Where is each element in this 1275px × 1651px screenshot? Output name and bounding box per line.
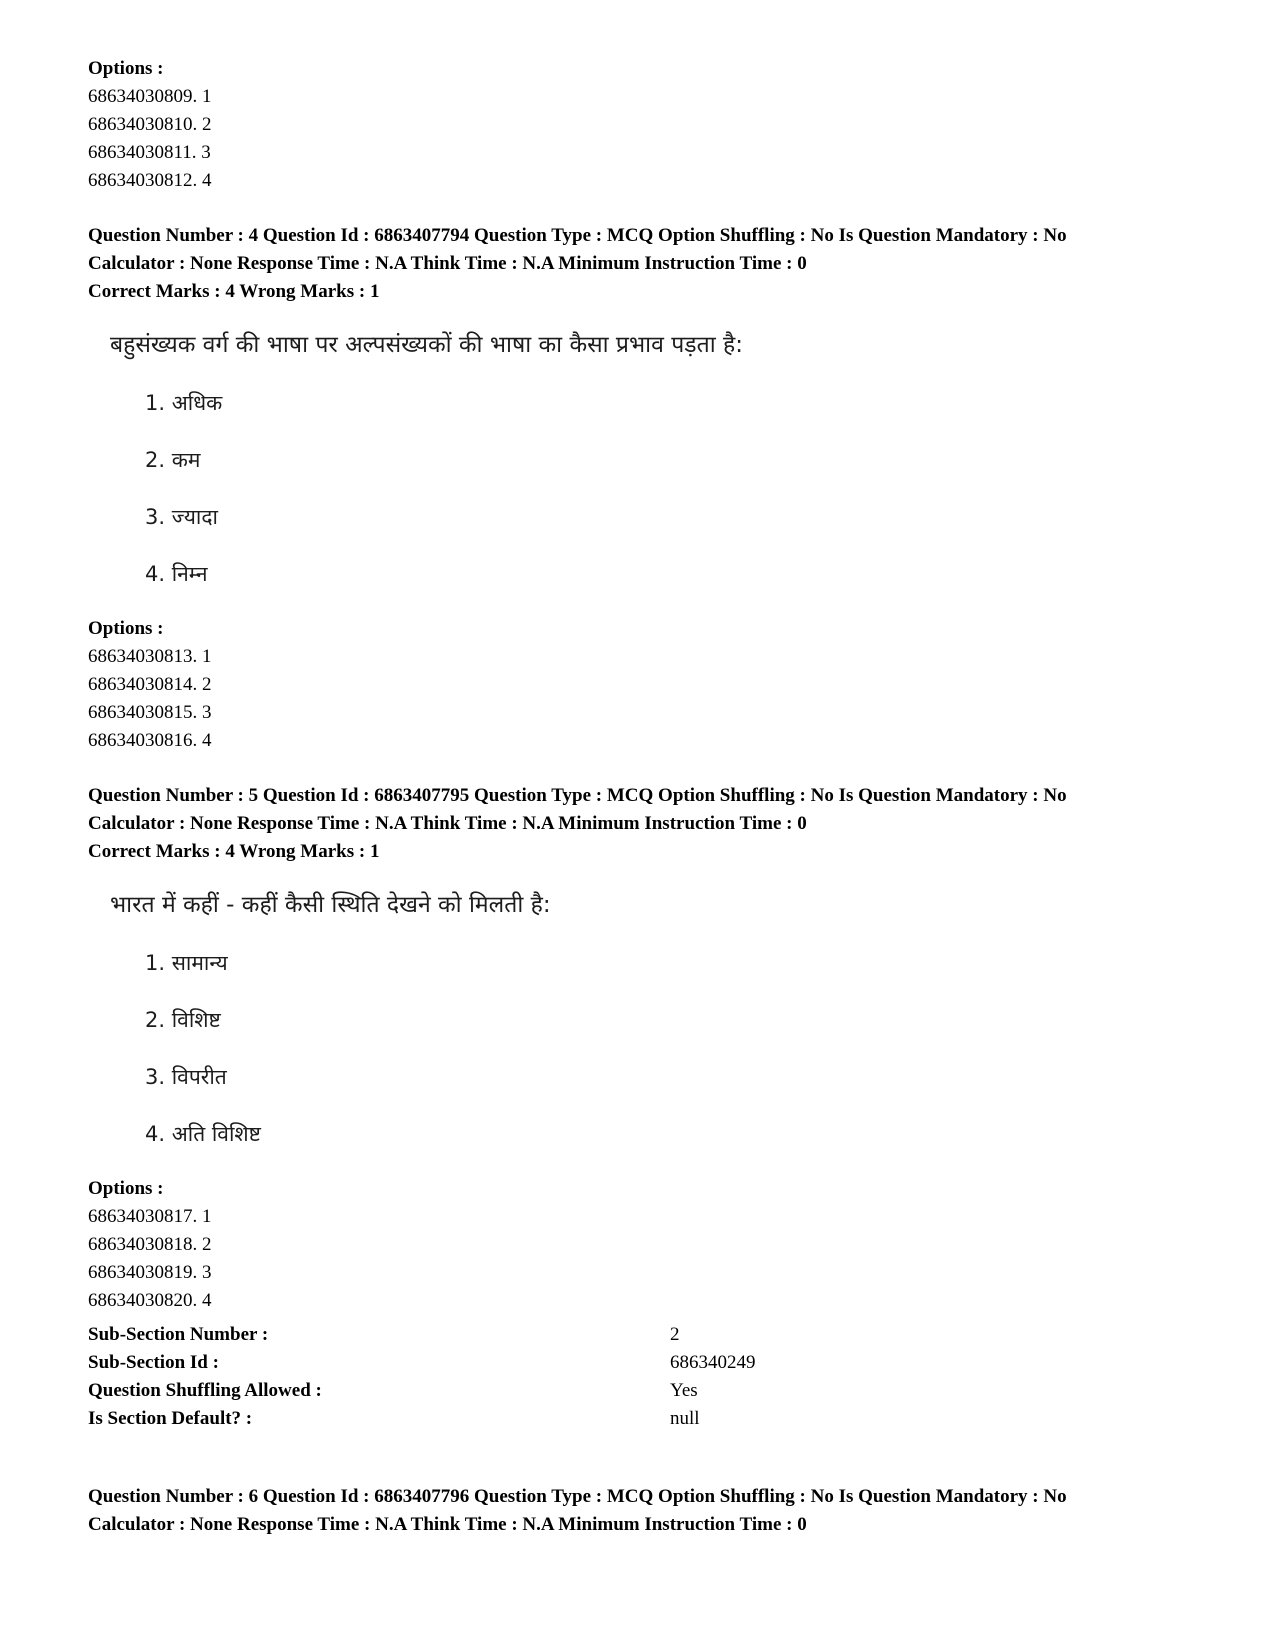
options-heading: Options : (88, 618, 164, 639)
question-marks-line: Correct Marks : 4 Wrong Marks : 1 (88, 281, 380, 302)
option-id-line: 68634030810. 2 (88, 114, 212, 135)
option-id-line: 68634030813. 1 (88, 646, 212, 667)
choice-item: 1. सामान्य (145, 951, 228, 975)
option-id-line: 68634030817. 1 (88, 1206, 212, 1227)
option-id-line: 68634030815. 3 (88, 702, 212, 723)
option-id-line: 68634030818. 2 (88, 1234, 212, 1255)
subsection-row (88, 1349, 1185, 1377)
choice-item: 4. अति विशिष्ट (145, 1122, 261, 1146)
question-meta-line: Question Number : 4 Question Id : 6863407794 Question Type : MCQ Option Shuffling : No Is Question Mandatory : No (88, 225, 1067, 246)
subsection-label: Sub-Section Number : (88, 1324, 269, 1345)
question-text: भारत में कहीं - कहीं कैसी स्थिति देखने को मिलती है: (110, 892, 551, 918)
subsection-label: Sub-Section Id : (88, 1352, 219, 1373)
option-id-line: 68634030811. 3 (88, 142, 211, 163)
subsection-info (88, 1321, 1185, 1433)
question-text: बहुसंख्यक वर्ग की भाषा पर अल्पसंख्यकों की भाषा का कैसा प्रभाव पड़ता है: (110, 332, 743, 358)
options-heading: Options : (88, 1178, 164, 1199)
subsection-label: Question Shuffling Allowed : (88, 1380, 322, 1401)
choice-item: 2. विशिष्ट (145, 1008, 221, 1032)
question-meta-line: Calculator : None Response Time : N.A Think Time : N.A Minimum Instruction Time : 0 (88, 253, 807, 274)
subsection-value: 2 (670, 1324, 680, 1345)
subsection-value: Yes (670, 1380, 698, 1401)
choice-item: 4. निम्न (145, 562, 208, 586)
subsection-value: null (670, 1408, 700, 1429)
question-6 (88, 1483, 1185, 1539)
subsection-row (88, 1321, 1185, 1349)
subsection-label: Is Section Default? : (88, 1408, 253, 1429)
options-block-3 (88, 1175, 1185, 1315)
options-heading: Options : (88, 58, 164, 79)
option-id-line: 68634030809. 1 (88, 86, 212, 107)
options-block-1 (88, 55, 1185, 195)
option-id-line: 68634030820. 4 (88, 1290, 212, 1311)
options-block-2 (88, 615, 1185, 755)
question-meta-line: Calculator : None Response Time : N.A Think Time : N.A Minimum Instruction Time : 0 (88, 1514, 807, 1535)
choice-item: 2. कम (145, 448, 201, 472)
choice-item: 3. विपरीत (145, 1065, 227, 1089)
choice-item: 3. ज्यादा (145, 505, 218, 529)
option-id-line: 68634030814. 2 (88, 674, 212, 695)
subsection-row (88, 1405, 1185, 1433)
question-meta-line: Calculator : None Response Time : N.A Think Time : N.A Minimum Instruction Time : 0 (88, 813, 807, 834)
question-4-meta (88, 222, 1185, 306)
question-5-meta (88, 782, 1185, 866)
choice-item: 1. अधिक (145, 391, 223, 415)
option-id-line: 68634030819. 3 (88, 1262, 212, 1283)
question-meta-line: Question Number : 6 Question Id : 6863407796 Question Type : MCQ Option Shuffling : No Is Question Mandatory : No (88, 1486, 1067, 1507)
question-meta-line: Question Number : 5 Question Id : 6863407795 Question Type : MCQ Option Shuffling : No Is Question Mandatory : No (88, 785, 1067, 806)
question-4 (88, 222, 1185, 588)
subsection-value: 686340249 (670, 1352, 756, 1373)
option-id-line: 68634030816. 4 (88, 730, 212, 751)
question-5 (88, 782, 1185, 1148)
option-id-line: 68634030812. 4 (88, 170, 212, 191)
question-marks-line: Correct Marks : 4 Wrong Marks : 1 (88, 841, 380, 862)
subsection-row (88, 1377, 1185, 1405)
